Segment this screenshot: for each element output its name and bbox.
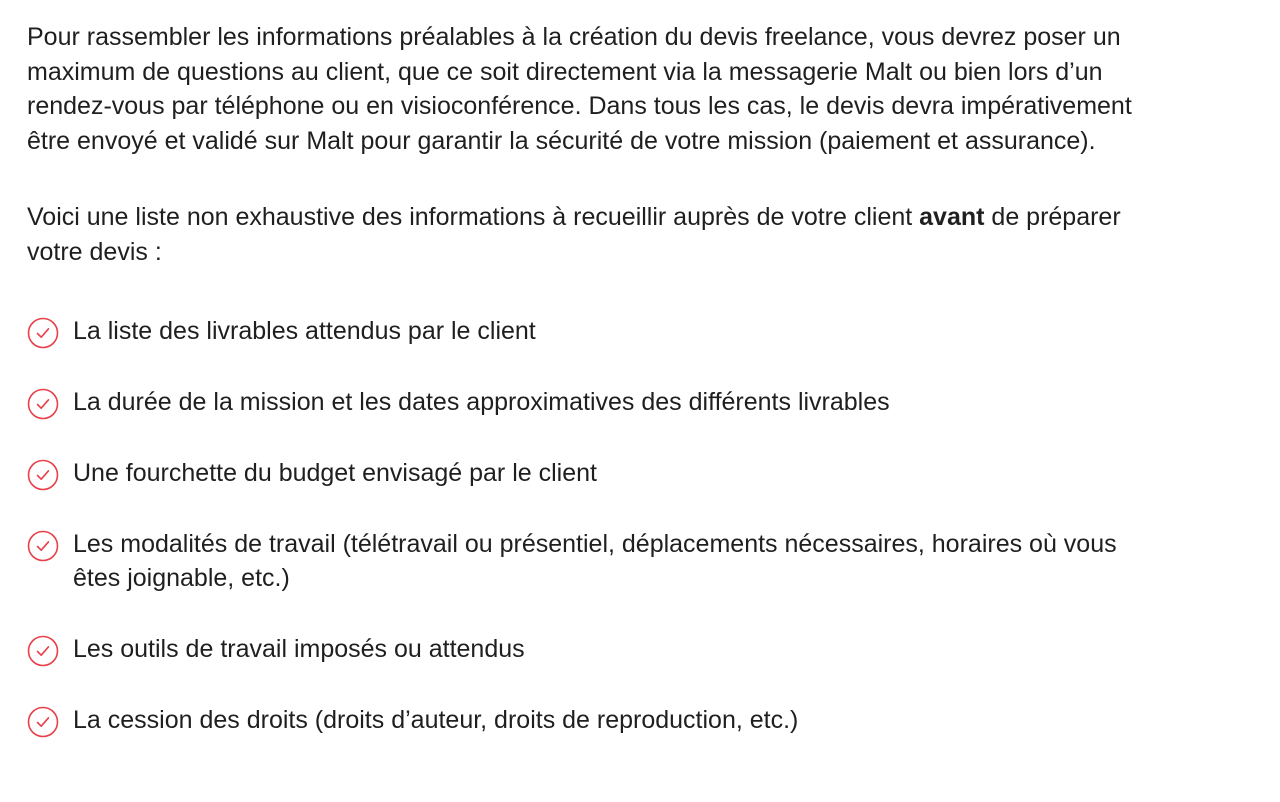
checklist-item-text: Une fourchette du budget envisagé par le client (73, 459, 597, 487)
checklist-item-text: La cession des droits (droits d’auteur, droits de reproduction, etc.) (73, 706, 799, 734)
intro-paragraph: Pour rassembler les informations préalables à la création du devis freelance, vous devrez poser un maximum de questions au client, que ce soit directement via la messagerie Malt ou bien lors d’un rendez-vous par téléphone ou en visioconférence. Dans tous les cas, le devis devra impérativement être envoyé et validé sur Malt pour garantir la sécurité de votre mission (paiement et assurance). (27, 23, 1132, 155)
checklist-item (27, 703, 1157, 737)
checklist-item-text: La liste des livrables attendus par le client (73, 317, 536, 345)
check-circle-icon (27, 388, 59, 420)
list-lead-emphasis: avant (919, 203, 985, 231)
article-body (27, 20, 1157, 774)
checklist-item-text: La durée de la mission et les dates approximatives des différents livrables (73, 388, 890, 416)
check-circle-icon (27, 530, 59, 562)
checklist-item (27, 385, 1157, 419)
checklist-item-text: Les outils de travail imposés ou attendus (73, 635, 525, 663)
check-circle-icon (27, 635, 59, 667)
list-lead-text-after: de préparer votre devis : (27, 203, 1121, 266)
checklist-item (27, 456, 1157, 490)
check-circle-icon (27, 317, 59, 349)
checklist-item (27, 314, 1157, 348)
checklist (27, 314, 1157, 737)
checklist-item (27, 632, 1157, 666)
check-circle-icon (27, 459, 59, 491)
checklist-item (27, 527, 1157, 595)
checklist-item-text: Les modalités de travail (télétravail ou présentiel, déplacements nécessaires, horaires où vous êtes joignable, etc.) (73, 530, 1117, 592)
list-lead-paragraph (27, 200, 1157, 269)
check-circle-icon (27, 706, 59, 738)
list-lead-text-before: Voici une liste non exhaustive des informations à recueillir auprès de votre client (27, 203, 920, 231)
